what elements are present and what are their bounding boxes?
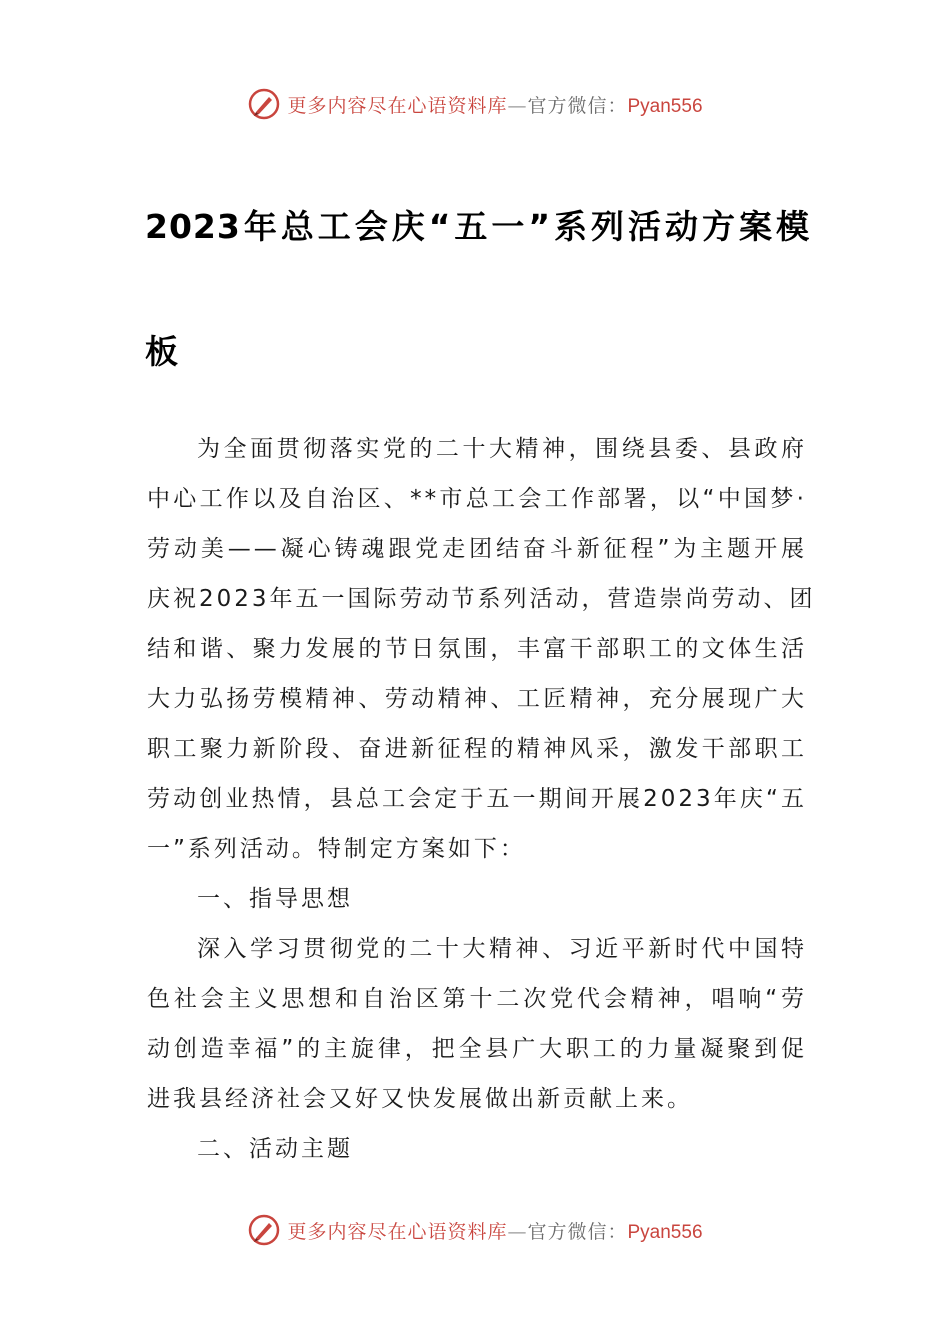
watermark-header: [0, 82, 950, 126]
body-line: 为全面贯彻落实党的二十大精神，围绕县委、县政府: [197, 436, 807, 462]
pen-logo-icon: [247, 87, 281, 121]
watermark-text: 更多内容尽在心语资料库—官方微信：Pyan556: [287, 1220, 703, 1243]
body-line: 劳动创业热情，县总工会定于五一期间开展2023年庆“五: [147, 786, 807, 812]
pen-logo-icon: [247, 1213, 281, 1247]
body-line: 中心工作以及自治区、**市总工会工作部署，以“中国梦·: [147, 486, 807, 512]
document-title: [145, 162, 810, 417]
body-line: 大力弘扬劳模精神、劳动精神、工匠精神，充分展现广大: [147, 686, 807, 712]
body-line: 庆祝2023年五一国际劳动节系列活动，营造崇尚劳动、团: [147, 586, 816, 612]
watermark-text: 更多内容尽在心语资料库—官方微信：Pyan556: [287, 94, 703, 117]
document-body: [147, 424, 816, 1174]
body-line: 进我县经济社会又好又快发展做出新贡献上来。: [147, 1086, 693, 1112]
title-line-1: 2023年总工会庆“五一”系列活动方案模: [145, 207, 810, 246]
body-line: 动创造幸福”的主旋律，把全县广大职工的力量凝聚到促: [147, 1036, 807, 1062]
body-line: 劳动美——凝心铸魂跟党走团结奋斗新征程”为主题开展: [147, 536, 807, 562]
body-line: 色社会主义思想和自治区第十二次党代会精神，唱响“劳: [147, 986, 807, 1012]
body-line: 结和谐、聚力发展的节日氛围，丰富干部职工的文体生活: [147, 636, 807, 662]
body-line: 职工聚力新阶段、奋进新征程的精神风采，激发干部职工: [147, 736, 807, 762]
title-line-2: 板: [145, 332, 179, 371]
section-heading-activity-theme: 二、活动主题: [197, 1136, 353, 1162]
body-line: 深入学习贯彻党的二十大精神、习近平新时代中国特: [197, 936, 807, 962]
section-heading-guiding-ideology: 一、指导思想: [197, 886, 353, 912]
watermark-footer: [0, 1208, 950, 1252]
body-line: 一”系列活动。特制定方案如下：: [147, 836, 526, 862]
